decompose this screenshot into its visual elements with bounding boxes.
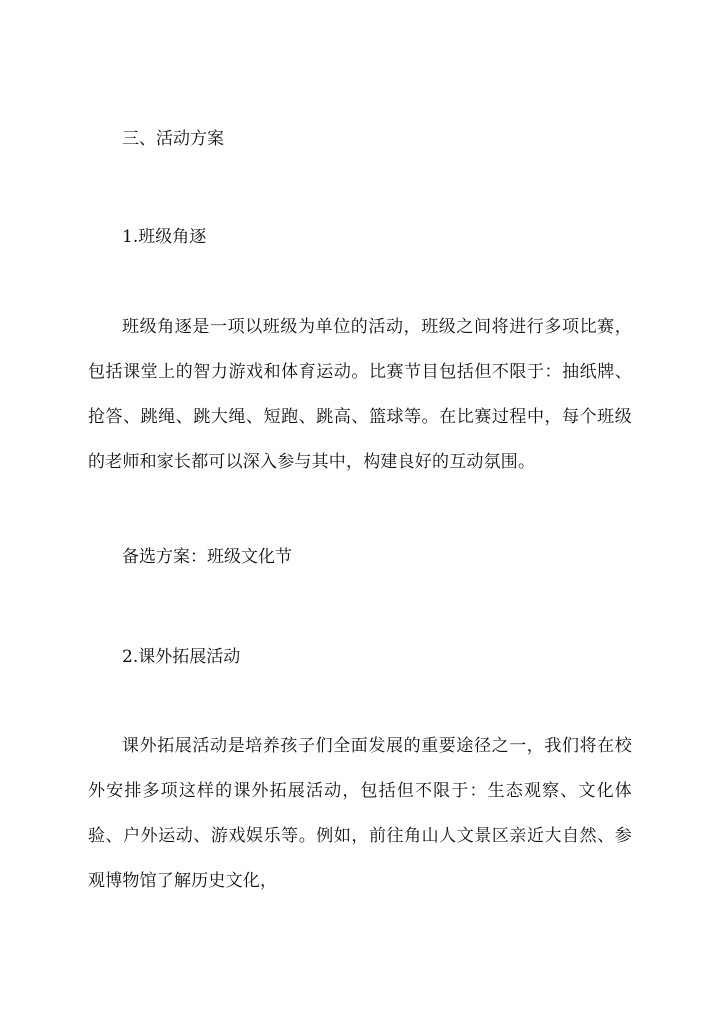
- item2-title: 2.课外拓展活动: [122, 647, 241, 667]
- item2-body: 课外拓展活动是培养孩子们全面发展的重要途径之一，我们将在校外安排多项这样的课外拓展活动，包括但不限于：生态观察、文化体验、户外运动、游戏娱乐等。例如，前往角山人文景区亲近大自然、参观博物馆了解历史文化，: [88, 736, 632, 891]
- section-heading: 三、活动方案: [122, 129, 224, 149]
- item1-title: 1.班级角逐: [122, 227, 207, 247]
- item1-body: 班级角逐是一项以班级为单位的活动，班级之间将进行多项比赛，包括课堂上的智力游戏和体育运动。比赛节目包括但不限于：抽纸牌、抢答、跳绳、跳大绳、短跑、跳高、篮球等。在比赛过程中，每个班级的老师和家长都可以深入参与其中，构建良好的互动氛围。: [88, 317, 632, 472]
- alternative-plan: 备选方案：班级文化节: [122, 547, 292, 567]
